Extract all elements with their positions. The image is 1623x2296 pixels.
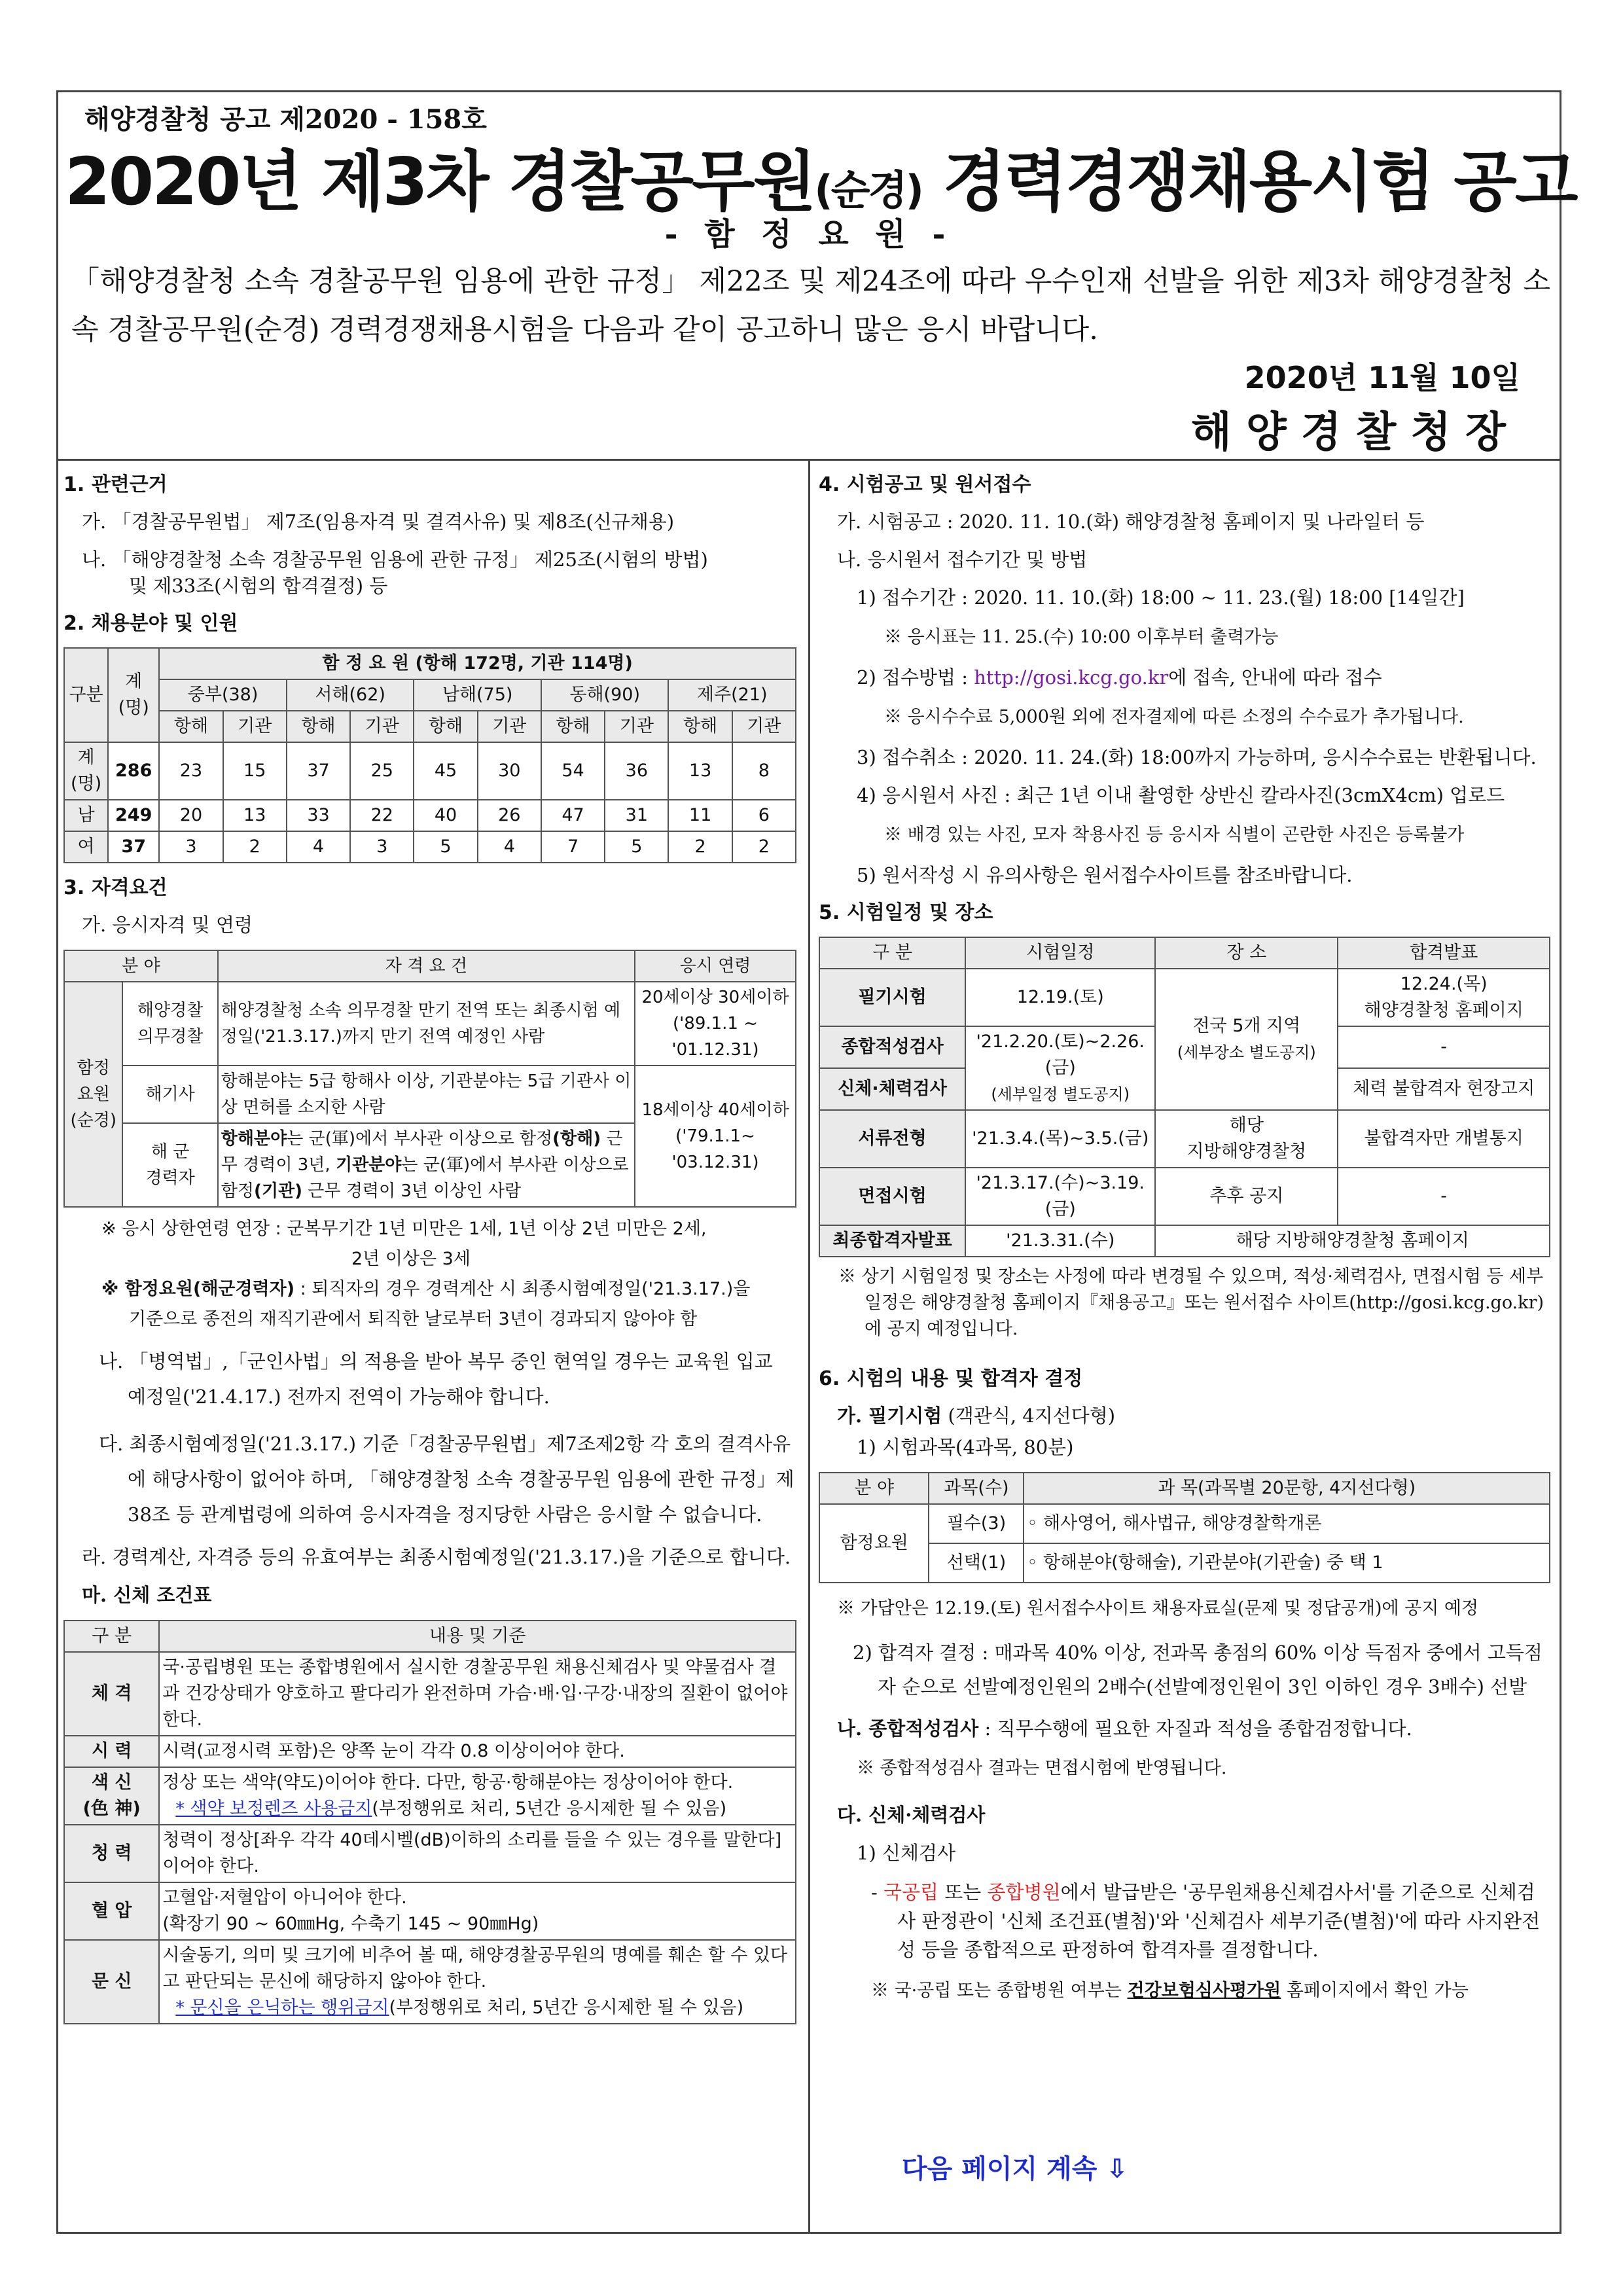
- section-4-item-2: 2) 접수방법 : http://gosi.kcg.go.kr에 접속, 안내에 따라 접수: [857, 666, 1382, 689]
- table-row: 남 249 20 13 33 22 40 26 47 31 11 6: [64, 800, 796, 831]
- col-gubun: 구분: [64, 648, 108, 742]
- sub-header: 항해: [541, 711, 605, 742]
- column-divider: [808, 459, 810, 2234]
- col-total: 계(명): [108, 648, 159, 742]
- section-6-na: 나. 종합적성검사 : 직무수행에 필요한 자질과 적성을 종합검정합니다.: [837, 1717, 1412, 1740]
- notice-date: 2020년 11월 10일: [1244, 360, 1520, 395]
- section-3-ra: 라. 경력계산, 자격증 등의 유효여부는 최종시험예정일('21.3.17.)을 기준으로 합니다.: [82, 1546, 791, 1568]
- region-header: 중부(38): [159, 679, 287, 711]
- schedule-table: 구 분 시험일정 장 소 합격발표 필기시험 12.19.(토) 전국 5개 지역 (세부장소 별도공지) 12.24.(목) 해양경찰청 홈페이지 종합적성검사 '21.2.20.(토)~2.26.(금) (세부일정 별도공지) - 신체·체력검사 체력 불합격자 현장고지 서류전형 '21.3.4.(목)~3.5.(금) 해당 지방해양경찰청 불합격자만 개별통지 면접시험 '21.3.17.(수)~3.19.(금) 추후 공지 - 최종합격자발표 '21.3.31.(수) 해당 지방해양경찰청 홈페이지: [819, 937, 1550, 1257]
- right-column: [819, 468, 1550, 2018]
- qualification-table: 분 야 자 격 요 건 응시 연령 함정 요원 (순경) 해양경찰 의무경찰 해양경찰청 소속 의무경찰 만기 전역 또는 최종시험 예정일('21.3.17.)까지 만기 전역 예정인 사람 20세이상 30세이하 ('89.1.1 ~ '01.12.31) 해기사 항해분야는 5급 항해사 이상, 기관분야는 5급 기관사 이상 면허를 소지한 사람 18세이상 40세이하 ('79.1.1~ '03.12.31) 해 군 경력자 항해분야는 군(軍)에서 부사관 이상으로 함정(항해) 근무 경력이 3년, 기관분야는 군(軍)에서 부사관 이상으로 함정(기관) 근무 경력이 3년 이상인 사람: [63, 950, 796, 1208]
- table-row: 색 신 (色 神) 정상 또는 색약(약도)이어야 한다. 다만, 항공·항해분야는 정상이어야 한다. * 색약 보정렌즈 사용금지(부정행위로 처리, 5년간 응시제한 될 수 있음): [64, 1767, 796, 1825]
- section-4-item-3: 3) 접수취소 : 2020. 11. 24.(화) 18:00까지 가능하며, 응시수수료는 반환됩니다.: [857, 746, 1537, 768]
- body-condition-table: 구 분 내용 및 기준 체 격 국·공립병원 또는 종합병원에서 실시한 경찰공무원 채용신체검사 및 약물검사 결과 건강상태가 양호하고 팔다리가 완전하며 가슴·배·입·구강·내장의 질환이 없어야 한다. 시 력 시력(교정시력 포함)은 양쪽 눈이 각각 0.8 이상이어야 한다. 색 신 (色 神) 정상 또는 색약(약도)이어야 한다. 다만, 항공·항해분야는 정상이어야 한다. * 색약 보정렌즈 사용금지(부정행위로 처리, 5년간 응시제한 될 수 있음) 청 력 청력이 정상[좌우 각각 40데시벨(dB)이하의 소리를 들을 수 있는 경우를 말한다]이어야 한다. 혈 압 고혈압·저혈압이 아니어야 한다. (확장기 90 ~ 60㎜Hg, 수축기 145 ~ 90㎜Hg) 문 신 시술동기, 의미 및 크기에 비추어 볼 때, 해양경찰공무원의 명예를 훼손 할 수 있다고 판단되는 문신에 해당하지 않아야 한다. * 문신을 은닉하는 행위금지(부정행위로 처리, 5년간 응시제한 될 수 있음): [63, 1620, 796, 2024]
- subject-table: 분 야 과목(수) 과 목(과목별 20문항, 4지선다형) 함정요원 필수(3) ◦ 해사영어, 해사법규, 해양경찰학개론 선택(1) ◦ 항해분야(항해술), 기관분야(기관술) 중 택 1: [819, 1472, 1550, 1583]
- sub-header: 항해: [668, 711, 732, 742]
- subtitle: - 함 정 요 원 -: [664, 216, 954, 253]
- continue-notice: 다음 페이지 계속 ⇩: [902, 2154, 1128, 2184]
- section-3-ga: 가. 응시자격 및 연령: [82, 914, 253, 936]
- table-row: 혈 압 고혈압·저혈압이 아니어야 한다. (확장기 90 ~ 60㎜Hg, 수축기 145 ~ 90㎜Hg): [64, 1882, 796, 1940]
- application-link[interactable]: http://gosi.kcg.go.kr: [974, 666, 1169, 689]
- region-header: 제주(21): [668, 679, 796, 711]
- section-4-ga: 가. 시험공고 : 2020. 11. 10.(화) 해양경찰청 홈페이지 및 나라일터 등: [837, 511, 1425, 533]
- section-1-ga: 가. 「경찰공무원법」 제7조(임용자격 및 결격사유) 및 제8조(신규채용): [82, 511, 675, 533]
- left-column: [63, 468, 796, 2024]
- section-6-da-detail: - 국공립 또는 종합병원에서 발급받은 '공무원채용신체검사서'를 기준으로 신체검사 판정관이 '신체 조건표(별첨)'와 '신체검사 세부기준(별첨)'에 따라 사지완전성 등을 종합적으로 판정하여 합격자를 결정합니다.: [871, 1881, 1541, 1961]
- section-5-title: 5. 시험일정 및 장소: [819, 901, 993, 924]
- navy-note: ※ 함정요원(해군경력자) : 퇴직자의 경우 경력계산 시 최종시험예정일('21.3.17.)을: [101, 1279, 751, 1299]
- section-1-na: 나. 「해양경찰청 소속 경찰공무원 임용에 관한 규정」 제25조(시험의 방법): [82, 548, 708, 571]
- issuer: 해양경찰청장: [1191, 408, 1520, 457]
- section-4-item-5: 5) 원서작성 시 유의사항은 원서접수사이트를 참조바랍니다.: [857, 864, 1353, 886]
- sub-header: 기관: [605, 711, 668, 742]
- sub-header: 기관: [223, 711, 287, 742]
- section-4-title: 4. 시험공고 및 원서접수: [819, 473, 1031, 496]
- section-3-na: 나. 「병역법」,「군인사법」의 적용을 받아 복무 중인 현역일 경우는 교육원 입교 예정일('21.4.17.) 전까지 전역이 가능해야 합니다.: [99, 1350, 773, 1408]
- col-main: 함 정 요 원 (항해 172명, 기관 114명): [159, 648, 796, 679]
- sub-header: 항해: [159, 711, 223, 742]
- section-4-note-4: ※ 배경 있는 사진, 모자 착용사진 등 응시자 식별이 곤란한 사진은 등록불가: [884, 825, 1465, 845]
- notice-number: 해양경찰청 공고 제2020 - 158호: [84, 104, 487, 135]
- navy-note-cont: 기준으로 종전의 재직기관에서 퇴직한 날로부터 3년이 경과되지 않아야 함: [129, 1309, 698, 1329]
- section-4-item-4: 4) 응시원서 사진 : 최근 1년 이내 촬영한 상반신 칼라사진(3cmX4cm) 업로드: [857, 784, 1505, 806]
- sub-header: 항해: [414, 711, 477, 742]
- table-row: 문 신 시술동기, 의미 및 크기에 비추어 볼 때, 해양경찰공무원의 명예를 훼손 할 수 있다고 판단되는 문신에 해당하지 않아야 한다. * 문신을 은닉하는 행위금지(부정행위로 처리, 5년간 응시제한 될 수 있음): [64, 1940, 796, 2024]
- region-header: 남해(75): [414, 679, 541, 711]
- section-3-ma: 마. 신체 조건표: [82, 1584, 212, 1606]
- section-2-title: 2. 채용분야 및 인원: [63, 612, 238, 635]
- region-header: 서해(62): [287, 679, 414, 711]
- section-6-da-note: ※ 국·공립 또는 종합병원 여부는 건강보험심사평가원 홈페이지에서 확인 가능: [871, 1981, 1469, 2001]
- section-3-da: 다. 최종시험예정일('21.3.17.) 기준「경찰공무원법」제7조제2항 각 호의 결격사유에 해당사항이 없어야 하며, 「해양경찰청 소속 경찰공무원 임용에 관한 규정」제38조 등 관계법령에 의하여 응시자격을 정지당한 사람은 응시할 수 없습니다.: [99, 1433, 794, 1526]
- sub-header: 기관: [732, 711, 796, 742]
- navy-requirement: 항해분야는 군(軍)에서 부사관 이상으로 함정(항해) 근무 경력이 3년, 기관분야는 군(軍)에서 부사관 이상으로 함정(기관) 근무 경력이 3년 이상인 사람: [218, 1123, 635, 1207]
- section-6-na-note: ※ 종합적성검사 결과는 면접시험에 반영됩니다.: [857, 1758, 1227, 1778]
- section-4-note-1: ※ 응시표는 11. 25.(수) 10:00 이후부터 출력가능: [884, 627, 1279, 647]
- age-note-cont: 2년 이상은 3세: [351, 1249, 471, 1269]
- region-header: 동해(90): [541, 679, 669, 711]
- sub-header: 항해: [287, 711, 350, 742]
- sub-header: 기관: [478, 711, 541, 742]
- table-row: 청 력 청력이 정상[좌우 각각 40데시벨(dB)이하의 소리를 들을 수 있는 경우를 말한다]이어야 한다.: [64, 1825, 796, 1882]
- table-row: 여 37 3 2 4 3 5 4 7 5 2 2: [64, 831, 796, 863]
- notice-header: [58, 92, 1577, 461]
- section-6-da: 다. 신체·체력검사: [837, 1804, 986, 1826]
- intro-text: 「해양경찰청 소속 경찰공무원 임용에 관한 규정」 제22조 및 제24조에 따라 우수인재 선발을 위한 제3차 해양경찰청 소속 경찰공무원(순경) 경력경쟁채용시험을 다음과 같이 공고하니 많은 응시 바랍니다.: [71, 265, 1550, 346]
- section-4-na: 나. 응시원서 접수기간 및 방법: [837, 548, 1088, 571]
- section-4-note-2: ※ 응시수수료 5,000원 외에 전자결제에 따른 소정의 수수료가 추가됩니다.: [884, 707, 1464, 727]
- section-4-item-1: 1) 접수기간 : 2020. 11. 10.(화) 18:00 ~ 11. 23.(월) 18:00 [14일간]: [857, 586, 1465, 609]
- schedule-note: ※ 상기 시험일정 및 장소는 사정에 따라 변경될 수 있으며, 적성·체력검사, 면접시험 등 세부일정은 해양경찰청 홈페이지『채용공고』또는 원서접수 사이트(http://gosi.kcg.go.kr)에 공지 예정입니다.: [838, 1266, 1544, 1339]
- table-row: 계(명) 286 23 15 37 25 45 30 54 36 13 8: [64, 742, 796, 800]
- sub-header: 기관: [350, 711, 414, 742]
- age-note: ※ 응시 상한연령 연장 : 군복무기간 1년 미만은 1세, 1년 이상 2년 미만은 2세,: [101, 1219, 707, 1239]
- page-title: 2020년 제3차 경찰공무원(순경) 경력경쟁채용시험 공고: [65, 143, 1577, 220]
- section-6-ga-1: 1) 시험과목(4과목, 80분): [857, 1436, 1074, 1458]
- section-6-title: 6. 시험의 내용 및 합격자 결정: [819, 1367, 1083, 1390]
- page-frame: [56, 90, 1577, 2234]
- section-1-title: 1. 관련근거: [63, 473, 168, 496]
- table-row: 시 력 시력(교정시력 포함)은 양쪽 눈이 각각 0.8 이상이어야 한다.: [64, 1736, 796, 1767]
- section-3-title: 3. 자격요건: [63, 876, 168, 899]
- section-6-ga: 가. 필기시험 (객관식, 4지선다형): [837, 1405, 1116, 1427]
- recruitment-table: [63, 647, 796, 863]
- table-row: 체 격 국·공립병원 또는 종합병원에서 실시한 경찰공무원 채용신체검사 및 약물검사 결과 건강상태가 양호하고 팔다리가 완전하며 가슴·배·입·구강·내장의 질환이 없어야 한다.: [64, 1652, 796, 1736]
- section-1-na-cont: 및 제33조(시험의 합격결정) 등: [129, 575, 388, 597]
- section-6-note-1: ※ 가답안은 12.19.(토) 원서접수사이트 채용자료실(문제 및 정답공개)에 공지 예정: [837, 1598, 1479, 1619]
- section-6-item-2: 2) 합격자 결정 : 매과목 40% 이상, 전과목 총점의 60% 이상 득점자 중에서 고득점자 순으로 선발예정인원의 2배수(선발예정인원이 3인 이하인 경우 3배수) 선발: [853, 1641, 1543, 1698]
- section-6-da-1: 1) 신체검사: [857, 1842, 956, 1864]
